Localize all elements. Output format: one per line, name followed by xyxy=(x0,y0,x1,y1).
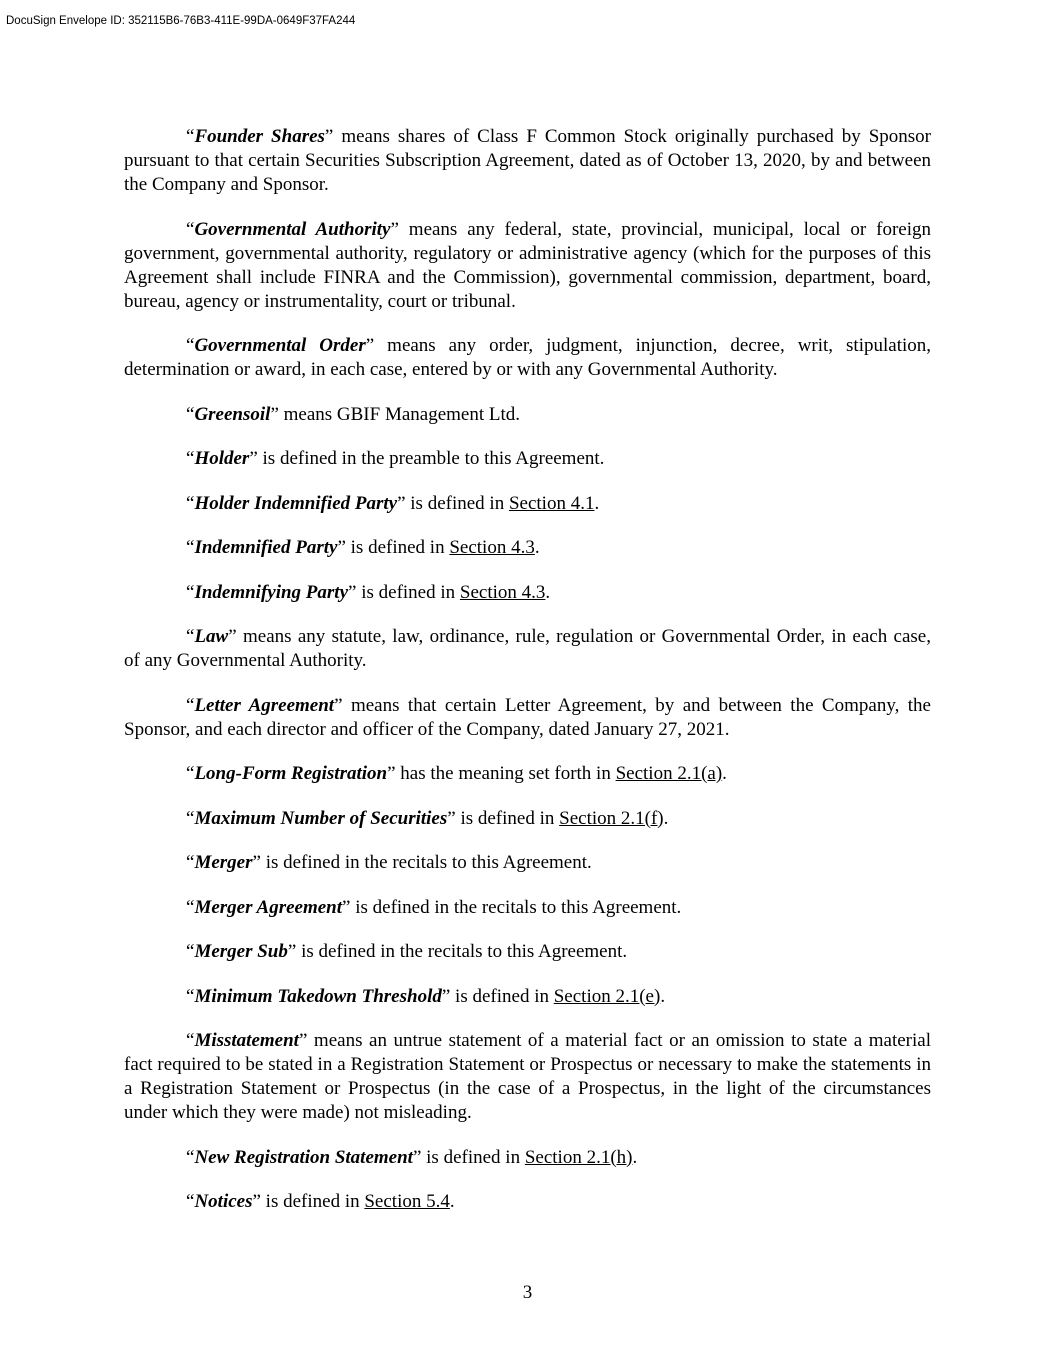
definition-governmental-authority: “Governmental Authority” means any federal, state, provincial, municipal, local or foreign government, governmental authority, regulatory or administrative agency (which for the purposes of this Agreement shall include FINRA and the Commission), governmental commission, department, board, bureau, agency or instrumentality, court or tribunal. xyxy=(124,218,931,312)
term: Notices xyxy=(194,1191,253,1212)
definition-text: means shares of Class F Common Stock originally purchased by Sponsor pursuant to that certain Securities Subscription Agreement, dated as of October 13, 2020, by and between the Company and Sponsor. xyxy=(124,126,931,195)
term: Merger xyxy=(194,852,253,873)
section-reference: Section 2.1(f) xyxy=(559,807,664,829)
definition-text: means any statute, law, ordinance, rule, regulation or Governmental Order, in each case, of any Governmental Authority. xyxy=(124,626,931,671)
definition-notices: “Notices” is defined in Section 5.4. xyxy=(186,1191,455,1212)
definition-text: is defined in xyxy=(450,985,554,1007)
envelope-id: DocuSign Envelope ID: 352115B6-76B3-411E-99DA-0649F37FA244 xyxy=(6,15,356,27)
definition-holder: “Holder” is defined in the preamble to this Agreement. xyxy=(186,448,605,469)
definitions-list xyxy=(124,125,931,1235)
definition-tail: . xyxy=(545,581,551,603)
definition-merger-sub: “Merger Sub” is defined in the recitals to this Agreement. xyxy=(186,941,628,962)
term: Indemnified Party xyxy=(194,537,338,558)
definition-misstatement: “Misstatement” means an untrue statement of a material fact or an omission to state a material fact required to be stated in a Registration Statement or Prospectus or necessary to make the statements in a Registration Statement or Prospectus (in the case of a Prospectus, in the light of the circumstances under which they were made) not misleading. xyxy=(124,1030,931,1123)
term: Holder xyxy=(194,448,250,469)
definition-law: “Law” means any statute, law, ordinance, rule, regulation or Governmental Order, in each case, of any Governmental Authority. xyxy=(124,626,931,671)
definition-tail: . xyxy=(663,807,669,829)
term: Misstatement xyxy=(194,1030,299,1051)
definition-text: means GBIF Management Ltd. xyxy=(278,403,521,425)
definition-tail: . xyxy=(534,537,540,558)
definition-text: is defined in xyxy=(356,581,460,603)
definition-text: is defined in xyxy=(455,807,560,829)
definition-text: means an untrue statement of a material fact or an omission to state a material fact required to be stated in a Registration Statement or Prospectus or necessary to make the statements in a Registration Statement or Prospectus (in the case of a Prospectus, in the light of the circumstances under which they were made) not misleading. xyxy=(124,1030,931,1123)
section-reference: Section 2.1(e) xyxy=(553,985,661,1007)
definition-text: means any federal, state, provincial, municipal, local or foreign government, governmental authority, regulatory or administrative agency (which for the purposes of this Agreement shall include FINRA and the Commission), governmental commission, department, board, bureau, agency or instrumentality, court or tribunal. xyxy=(124,218,931,312)
definition-text: is defined in xyxy=(345,537,450,558)
section-reference: Section 4.3 xyxy=(459,581,546,603)
definition-long-form-registration: “Long-Form Registration” has the meaning set forth in Section 2.1(a). xyxy=(186,763,727,784)
term: Governmental Authority xyxy=(194,218,391,240)
section-reference: Section 4.1 xyxy=(508,492,595,514)
definition-greensoil: “Greensoil” means GBIF Management Ltd. xyxy=(186,403,521,425)
definition-text: is defined in xyxy=(421,1146,525,1168)
term: Minimum Takedown Threshold xyxy=(194,985,442,1007)
definition-text: is defined in xyxy=(260,1191,365,1212)
definition-letter-agreement: “Letter Agreement” means that certain Letter Agreement, by and between the Company, the Sponsor, and each director and officer of the Company, dated January 27, 2021. xyxy=(124,694,931,740)
term: Indemnifying Party xyxy=(194,581,349,603)
definition-governmental-order: “Governmental Order” means any order, judgment, injunction, decree, writ, stipulation, determination or award, in each case, entered by or with any Governmental Authority. xyxy=(124,335,931,380)
term: Holder Indemnified Party xyxy=(194,492,398,514)
page-number: 3 xyxy=(522,1282,533,1303)
definition-text: is defined in xyxy=(405,492,509,514)
definition-maximum-number-of-securities: “Maximum Number of Securities” is defined in Section 2.1(f). xyxy=(186,807,669,829)
definition-text: is defined in the recitals to this Agreement. xyxy=(296,941,628,962)
term: Maximum Number of Securities xyxy=(194,807,448,829)
definition-merger: “Merger” is defined in the recitals to this Agreement. xyxy=(186,852,592,873)
term: Merger Agreement xyxy=(194,896,343,918)
definition-text: is defined in the recitals to this Agreement. xyxy=(260,852,592,873)
section-reference: Section 2.1(h) xyxy=(524,1146,633,1168)
definition-text: has the meaning set forth in xyxy=(395,763,616,784)
section-reference: Section 2.1(a) xyxy=(615,763,723,784)
section-reference: Section 4.3 xyxy=(449,537,535,558)
definition-text: means that certain Letter Agreement, by and between the Company, the Sponsor, and each director and officer of the Company, dated January 27, 2021. xyxy=(124,694,931,740)
definition-founder-shares: “Founder Shares” means shares of Class F Common Stock originally purchased by Sponsor pursuant to that certain Securities Subscription Agreement, dated as of October 13, 2020, by and between the Company and Sponsor. xyxy=(124,126,931,195)
term: New Registration Statement xyxy=(194,1146,413,1168)
term: Letter Agreement xyxy=(194,694,335,716)
term: Merger Sub xyxy=(194,941,288,962)
definition-holder-indemnified-party: “Holder Indemnified Party” is defined in Section 4.1. xyxy=(186,492,600,514)
section-reference: Section 5.4 xyxy=(364,1191,450,1212)
definition-minimum-takedown-threshold: “Minimum Takedown Threshold” is defined in Section 2.1(e). xyxy=(186,985,666,1007)
term: Governmental Order xyxy=(194,335,366,356)
definition-new-registration-statement: “New Registration Statement” is defined in Section 2.1(h). xyxy=(186,1146,638,1168)
definition-text: is defined in the recitals to this Agreement. xyxy=(350,896,682,918)
definition-text: is defined in the preamble to this Agreement. xyxy=(257,448,605,469)
definition-tail: . xyxy=(722,763,727,784)
definition-tail: . xyxy=(632,1146,638,1168)
definition-tail: . xyxy=(449,1191,455,1212)
term: Long-Form Registration xyxy=(194,763,388,784)
definition-text: means any order, judgment, injunction, decree, writ, stipulation, determination or award, in each case, entered by or with any Governmental Authority. xyxy=(124,335,931,380)
definition-tail: . xyxy=(660,985,666,1007)
definition-indemnified-party: “Indemnified Party” is defined in Section 4.3. xyxy=(186,537,540,558)
definition-indemnifying-party: “Indemnifying Party” is defined in Section 4.3. xyxy=(186,581,551,603)
definition-tail: . xyxy=(594,492,600,514)
term: Greensoil xyxy=(194,403,271,425)
definition-merger-agreement: “Merger Agreement” is defined in the recitals to this Agreement. xyxy=(186,896,682,918)
term: Founder Shares xyxy=(194,126,325,147)
term: Law xyxy=(194,626,229,647)
